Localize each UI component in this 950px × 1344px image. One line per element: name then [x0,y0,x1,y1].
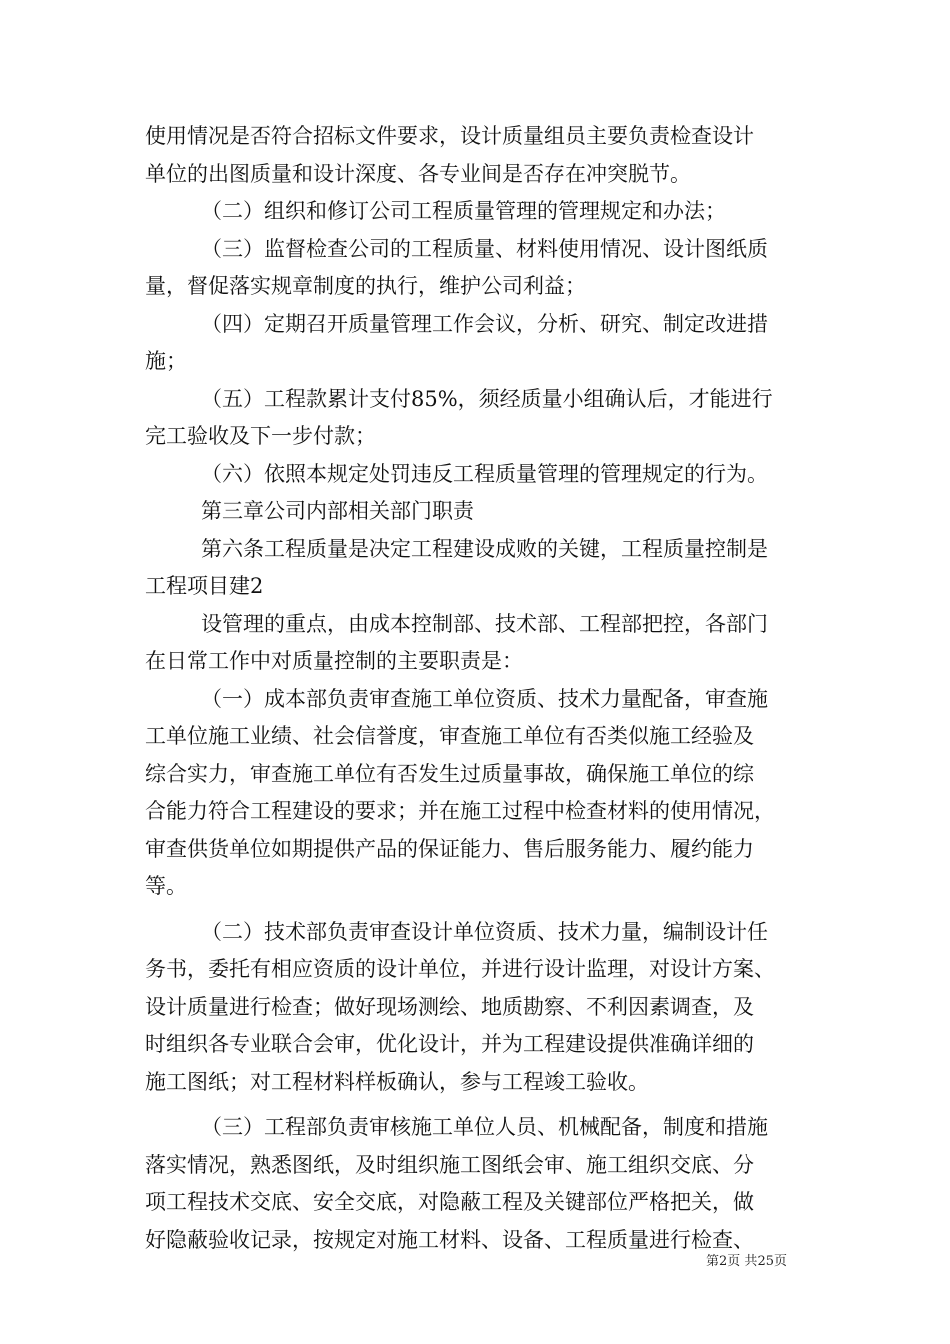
text-line: （二）组织和修订公司工程质量管理的管理规定和办法； [201,199,726,223]
text-line: （三）工程部负责审核施工单位人员、机械配备，制度和措施 [201,1115,768,1139]
text-line: 施工图纸；对工程材料样板确认，参与工程竣工验收。 [145,1069,649,1094]
text-line: （四）定期召开质量管理工作会议，分析、研究、制定改进措 [201,311,768,336]
text-line: 合能力符合工程建设的要求；并在施工过程中检查材料的使用情况， [145,799,775,823]
text-line: 时组织各专业联合会审，优化设计，并为工程建设提供准确详细的 [145,1032,754,1056]
text-line: 综合实力，审查施工单位有否发生过质量事故，确保施工单位的综 [145,761,754,786]
text-line: 使用情况是否符合招标文件要求，设计质量组员主要负责检查设计 [145,124,754,148]
text-line: 施； [145,349,187,373]
text-line: 设计质量进行检查；做好现场测绘、地质勘察、不利因素调查，及 [145,994,754,1019]
text-line: 落实情况，熟悉图纸，及时组织施工图纸会审、施工组织交底、分 [145,1152,754,1177]
footer-middle: 页 共 [727,1254,758,1269]
page-number-label [706,1250,787,1269]
text-line: 好隐蔽验收记录，按规定对施工材料、设备、工程质量进行检查、 [145,1227,754,1252]
text-line: （二）技术部负责审查设计单位资质、技术力量，编制设计任 [201,919,768,944]
text-line: （六）依照本规定处罚违反工程质量管理的管理规定的行为。 [201,461,768,486]
text-line: 务书，委托有相应资质的设计单位，并进行设计监理，对设计方案、 [145,957,775,981]
text-line: 完工验收及下一步付款； [145,424,376,448]
text-line: 第六条工程质量是决定工程建设成败的关键，工程质量控制是 [201,536,768,561]
text-line: （一）成本部负责审查施工单位资质、技术力量配备，审查施 [201,686,768,711]
footer-prefix: 第 [706,1254,720,1269]
chapter-heading: 第三章公司内部相关部门职责 [201,499,474,523]
text-line: 单位的出图质量和设计深度、各专业间是否存在冲突脱节。 [145,161,691,186]
text-line: 量，督促落实规章制度的执行，维护公司利益； [145,274,586,298]
footer-suffix: 页 [773,1254,787,1269]
text-line: 在日常工作中对质量控制的主要职责是： [145,649,523,673]
text-line: （五）工程款累计支付85%，须经质量小组确认后，才能进行 [201,386,773,411]
text-line: 项工程技术交底、安全交底，对隐蔽工程及关键部位严格把关，做 [145,1190,754,1214]
text-line: 审查供货单位如期提供产品的保证能力、售后服务能力、履约能力 [145,836,754,861]
text-line: 工单位施工业绩、社会信誉度，审查施工单位有否类似施工经验及 [145,724,754,748]
text-line: 设管理的重点，由成本控制部、技术部、工程部把控，各部门 [201,611,768,636]
body-text [145,118,810,1259]
text-line: （三）监督检查公司的工程质量、材料使用情况、设计图纸质 [201,236,768,261]
text-line: 工程项目建2 [145,574,264,598]
total-pages-number: 25 [757,1254,774,1269]
text-line: 等。 [145,874,187,898]
current-page-number: 2 [719,1254,728,1269]
